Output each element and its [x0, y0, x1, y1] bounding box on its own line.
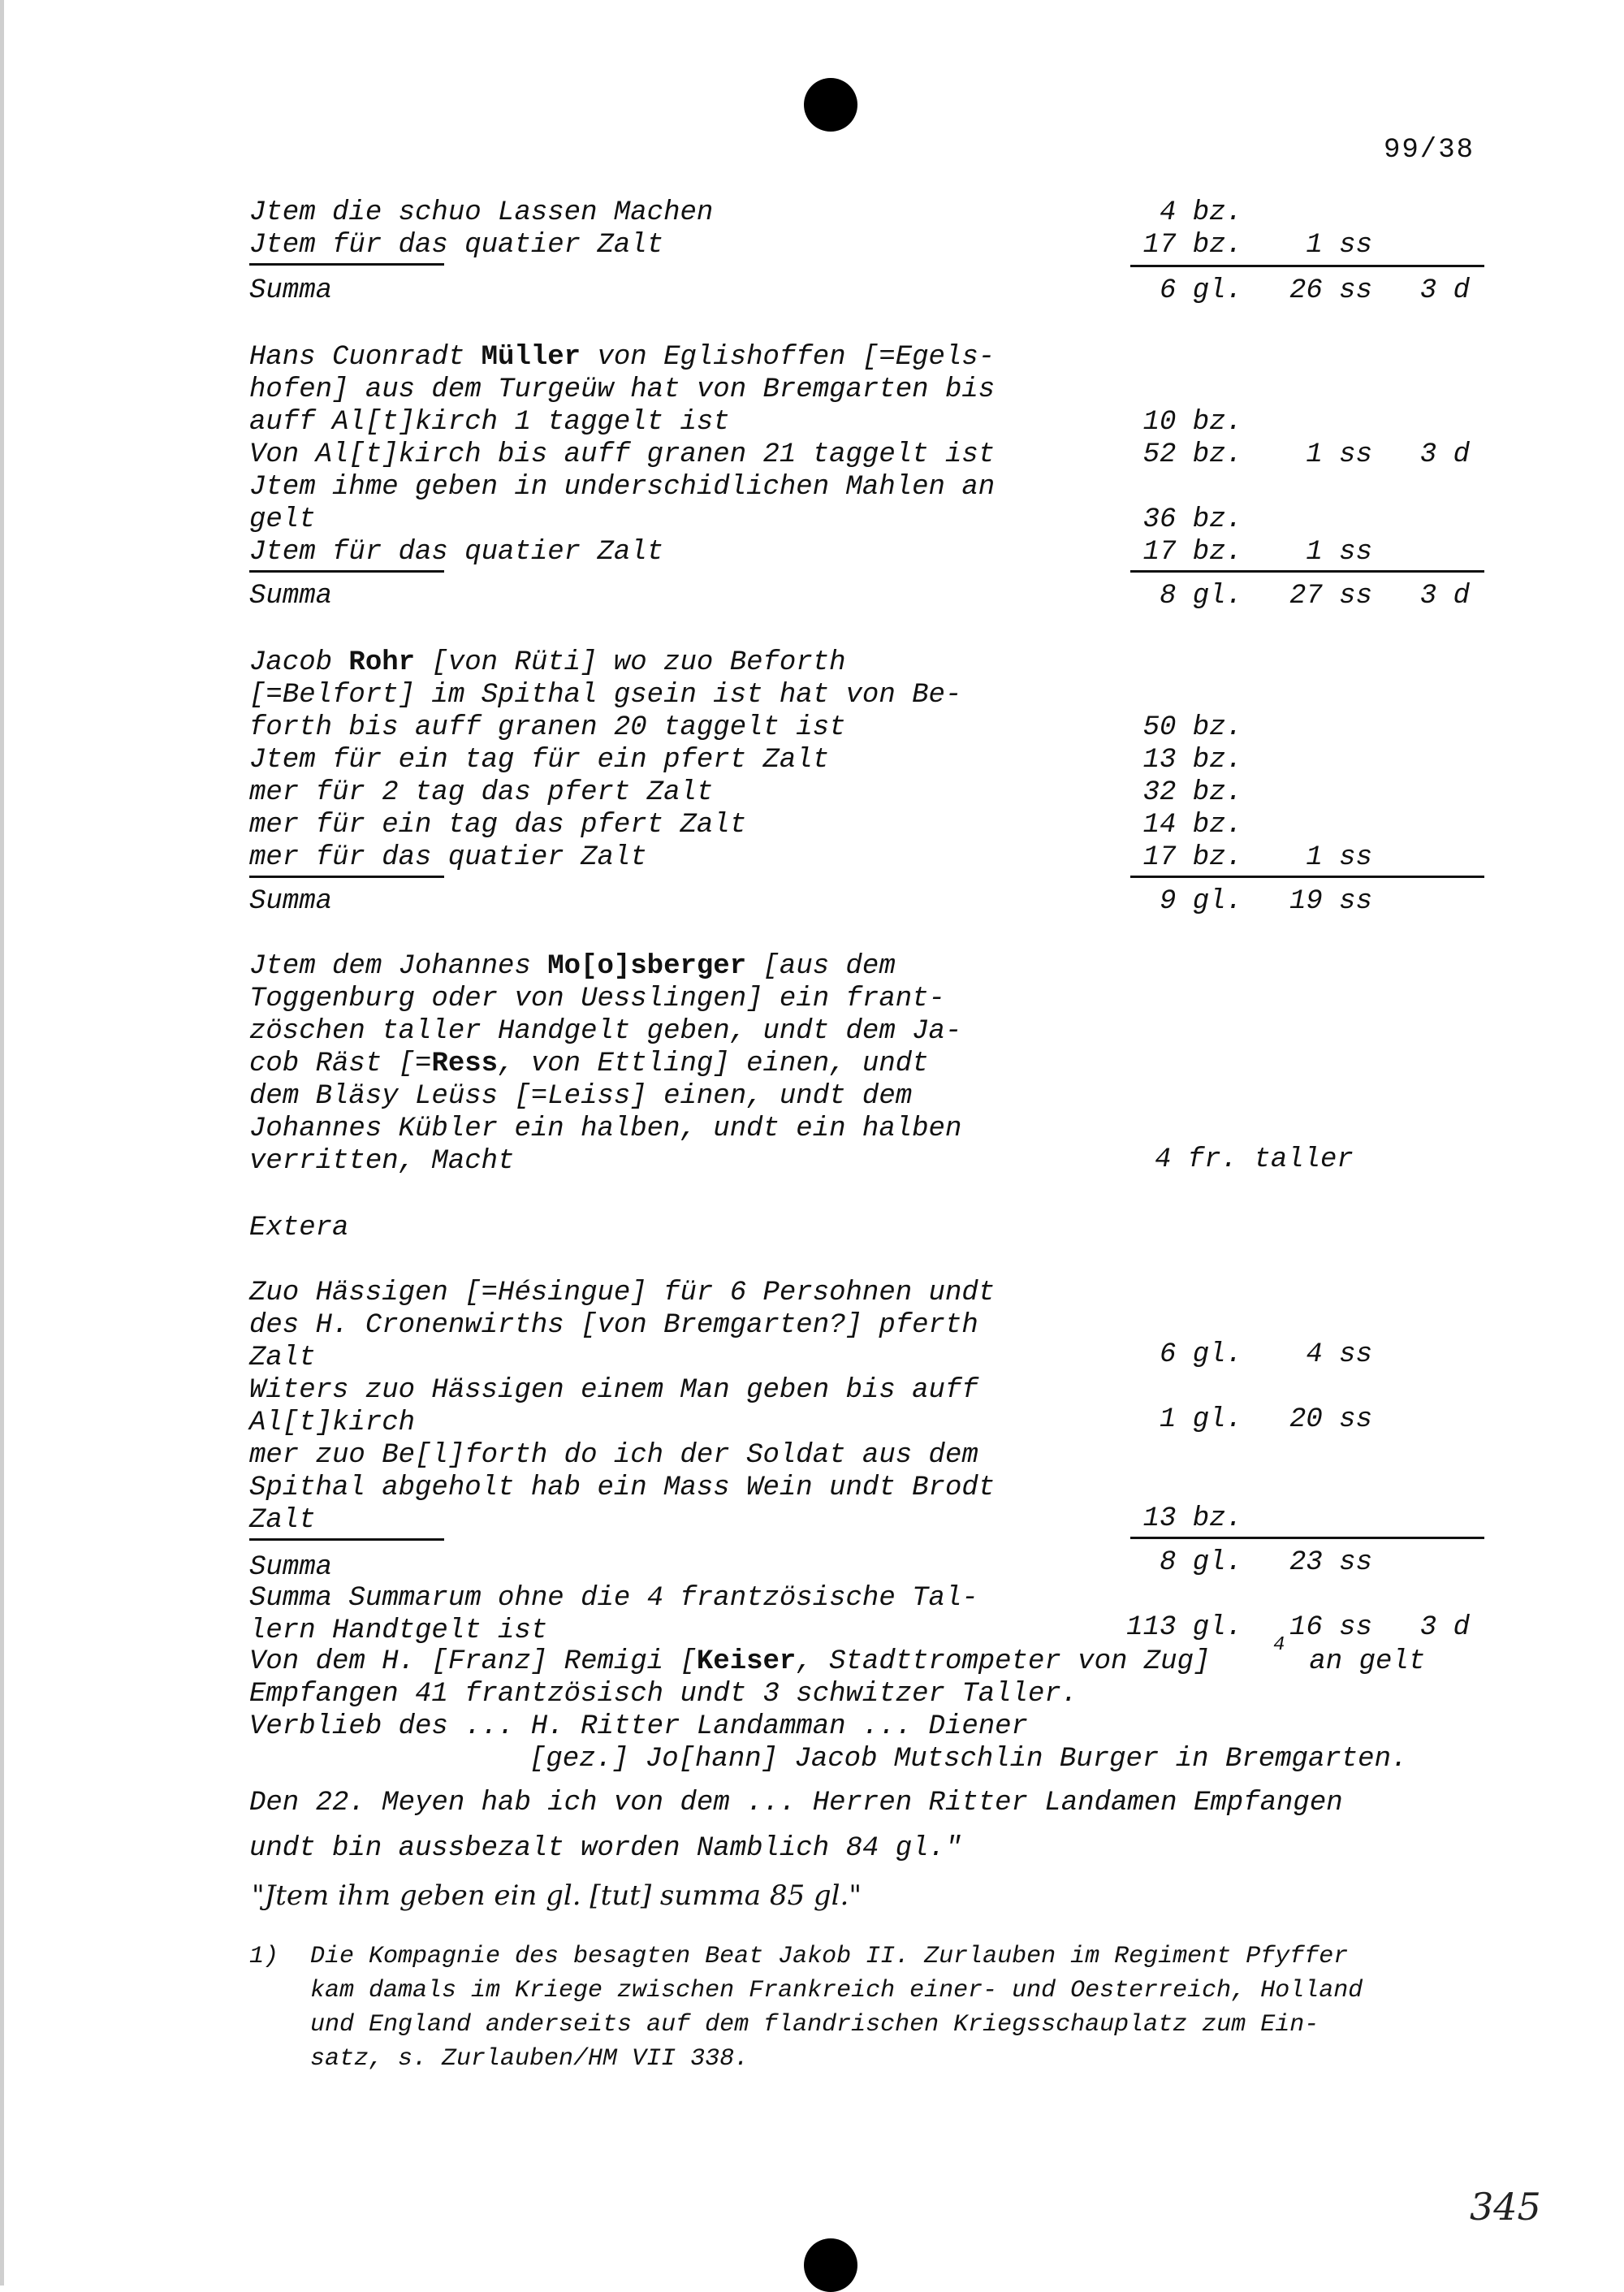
- ex-summa-ss: 23 ss: [1289, 1547, 1372, 1578]
- s2-line-6: Jtem für das quatier Zalt: [249, 537, 664, 568]
- ex-summa-gl: 8 gl.: [1159, 1547, 1242, 1578]
- s2-summa-d: 3 d: [1419, 581, 1470, 612]
- s2-line-3: Von Al[t]kirch bis auff granen 21 taggelt ist: [249, 439, 996, 470]
- s1-summa-label: Summa: [249, 275, 333, 306]
- s2-line-1: hofen] aus dem Turgeüw hat von Bremgarten bis: [249, 374, 996, 405]
- s4-line-3: zöschen taller Handgelt geben, undt dem Ja-: [249, 1016, 962, 1047]
- s4-line-5: dem Bläsy Leüss [=Leiss] einen, undt dem: [249, 1081, 913, 1112]
- ex-line-5: Al[t]kirch: [249, 1408, 416, 1438]
- s2-summa-gl: 8 gl.: [1159, 581, 1242, 612]
- ex-line-8: Zalt: [249, 1505, 316, 1536]
- ex-amt-1a: 6 gl.: [1159, 1339, 1242, 1370]
- s2-summa-label: Summa: [249, 581, 333, 612]
- s3-line-3: Jtem für ein tag für ein pfert Zalt: [249, 745, 830, 776]
- ex-line-3: Zalt: [249, 1343, 316, 1373]
- signature-line: [gez.] Jo[hann] Jacob Mutschlin Burger in Bremgarten.: [529, 1744, 1408, 1775]
- keiser-bold: Keiser: [696, 1646, 797, 1677]
- s1-amt-1a: 4 bz.: [1159, 197, 1242, 228]
- s2-amt-4a: 17 bz.: [1142, 537, 1242, 568]
- extera-label: Extera: [249, 1213, 349, 1243]
- s2-name-bold: Müller: [481, 342, 581, 373]
- s3-amt-1a: 50 bz.: [1142, 712, 1242, 743]
- s2-amt-4b: 1 ss: [1306, 537, 1372, 568]
- s2-sum-rule: [1130, 570, 1484, 573]
- ex-amt-2a: 1 gl.: [1159, 1404, 1242, 1435]
- ex-text-rule: [249, 1538, 444, 1541]
- s1-summa-ss: 26 ss: [1289, 275, 1372, 306]
- s3-summa-ss: 19 ss: [1289, 886, 1372, 917]
- total-line-2: lern Handtgelt ist: [249, 1615, 548, 1646]
- s3-amt-3a: 32 bz.: [1142, 777, 1242, 808]
- s4-name-bold: Mo[o]sberger: [547, 951, 747, 982]
- s4-line-6: Johannes Kübler ein halben, undt ein halben: [249, 1114, 962, 1144]
- s3-summa-label: Summa: [249, 886, 333, 917]
- total-d: 3 d: [1419, 1612, 1470, 1643]
- total-line-4: Empfangen 41 frantzösisch undt 3 schwitzer Taller.: [249, 1679, 1078, 1710]
- s1-text-rule: [249, 263, 444, 266]
- s2-line-2: auff Al[t]kirch 1 taggelt ist: [249, 407, 730, 438]
- s4-line-4: cob Räst [=Ress, von Ettling] einen, undt: [249, 1049, 929, 1079]
- total-ss: 16 ss: [1289, 1612, 1372, 1643]
- s4-ress-bold: Ress: [431, 1049, 499, 1079]
- s2-line-4: Jtem ihme geben in underschidlichen Mahlen an: [249, 472, 996, 503]
- total-line-3-end: an gelt: [1293, 1646, 1426, 1677]
- total-line-3: Von dem H. [Franz] Remigi [Keiser, Stadttrompeter von Zug]: [249, 1646, 1211, 1677]
- s3-line-6: mer für das quatier Zalt: [249, 842, 647, 873]
- ex-sum-rule: [1130, 1537, 1484, 1539]
- footnote-ref: 4: [1273, 1634, 1285, 1656]
- s3-amt-5a: 17 bz.: [1142, 842, 1242, 873]
- s1-sum-rule: [1130, 265, 1484, 267]
- total-gl: 113 gl.: [1126, 1612, 1242, 1643]
- s2-amt-2b: 1 ss: [1306, 439, 1372, 470]
- s2-amt-2c: 3 d: [1419, 439, 1470, 470]
- ex-amt-2b: 20 ss: [1289, 1404, 1372, 1435]
- footnote-line-3: und England anderseits auf dem flandrischen Kriegsschauplatz zum Ein-: [310, 2011, 1320, 2039]
- s3-line-0: Jacob Rohr [von Rüti] wo zuo Beforth: [249, 647, 846, 678]
- s4-line-1: Jtem dem Johannes Mo[o]sberger [aus dem: [249, 951, 896, 982]
- s3-text-rule: [249, 876, 444, 878]
- s1-amt-2a: 17 bz.: [1142, 230, 1242, 261]
- s3-sum-rule: [1130, 876, 1484, 878]
- s1-line-1: Jtem die schuo Lassen Machen: [249, 197, 714, 228]
- s3-amt-2a: 13 bz.: [1142, 745, 1242, 776]
- total-line-5: Verblieb des ... H. Ritter Landamman ... Diener: [249, 1711, 1028, 1742]
- s2-line-0: Hans Cuonradt Müller von Eglishoffen [=Egels-: [249, 342, 996, 373]
- total-line-1: Summa Summarum ohne die 4 frantzösische Tal-: [249, 1583, 978, 1614]
- ex-line-2: des H. Cronenwirths [von Bremgarten?] pferth: [249, 1310, 978, 1341]
- ex-amt-1b: 4 ss: [1306, 1339, 1372, 1370]
- s1-summa-d: 3 d: [1419, 275, 1470, 306]
- s2-amt-3a: 36 bz.: [1142, 504, 1242, 535]
- footnote-marker: 1): [249, 1943, 279, 1970]
- s2-amt-1a: 10 bz.: [1142, 407, 1242, 438]
- s2-line-5: gelt: [249, 504, 316, 535]
- s1-summa-gl: 6 gl.: [1159, 275, 1242, 306]
- footnote-line-4: satz, s. Zurlauben/HM VII 338.: [310, 2045, 749, 2073]
- s3-name-bold: Rohr: [348, 647, 416, 678]
- s4-amount: 4 fr. taller: [1155, 1144, 1354, 1175]
- s3-line-1: [=Belfort] im Spithal gsein ist hat von Be-: [249, 680, 962, 711]
- s3-summa-gl: 9 gl.: [1159, 886, 1242, 917]
- s3-line-2: forth bis auff granen 20 taggelt ist: [249, 712, 846, 743]
- ex-amt-3a: 13 bz.: [1142, 1503, 1242, 1534]
- s2-summa-ss: 27 ss: [1289, 581, 1372, 612]
- ex-line-7: Spithal abgeholt hab ein Mass Wein undt Brodt: [249, 1473, 996, 1503]
- ex-line-4: Witers zuo Hässigen einem Man geben bis auff: [249, 1375, 978, 1406]
- footnote-line-2: kam damals im Kriege zwischen Frankreich einer- und Oesterreich, Holland: [310, 1977, 1363, 2004]
- s4-line-7: verritten, Macht: [249, 1146, 515, 1177]
- ex-line-6: mer zuo Be[l]forth do ich der Soldat aus dem: [249, 1440, 978, 1471]
- s4-line-2: Toggenburg oder von Uesslingen] ein frant-: [249, 984, 945, 1014]
- s3-amt-4a: 14 bz.: [1142, 810, 1242, 841]
- s3-line-5: mer für ein tag das pfert Zalt: [249, 810, 747, 841]
- s3-amt-5b: 1 ss: [1306, 842, 1372, 873]
- s2-amt-2a: 52 bz.: [1142, 439, 1242, 470]
- handwritten-page-number: 345: [1470, 2185, 1541, 2229]
- punch-hole-bottom: [804, 2238, 857, 2292]
- page-number: 99/38: [1384, 135, 1475, 166]
- page-edge: [0, 0, 4, 2286]
- total-line-8: undt bin aussbezalt worden Namblich 84 gl.": [249, 1833, 962, 1864]
- ex-line-1: Zuo Hässigen [=Hésingue] für 6 Persohnen undt: [249, 1278, 996, 1308]
- footnote-line-1: Die Kompagnie des besagten Beat Jakob II. Zurlauben im Regiment Pfyffer: [310, 1943, 1349, 1970]
- punch-hole-top: [804, 78, 857, 132]
- total-line-7: Den 22. Meyen hab ich von dem ... Herren Ritter Landamen Empfangen: [249, 1788, 1343, 1818]
- ex-summa-label: Summa: [249, 1552, 333, 1583]
- handwritten-line: "Jtem ihm geben ein gl. [tut] summa 85 gl.": [252, 1879, 862, 1912]
- s1-line-2: Jtem für das quatier Zalt: [249, 230, 664, 261]
- s1-amt-2b: 1 ss: [1306, 230, 1372, 261]
- s2-text-rule: [249, 570, 444, 573]
- s3-line-4: mer für 2 tag das pfert Zalt: [249, 777, 714, 808]
